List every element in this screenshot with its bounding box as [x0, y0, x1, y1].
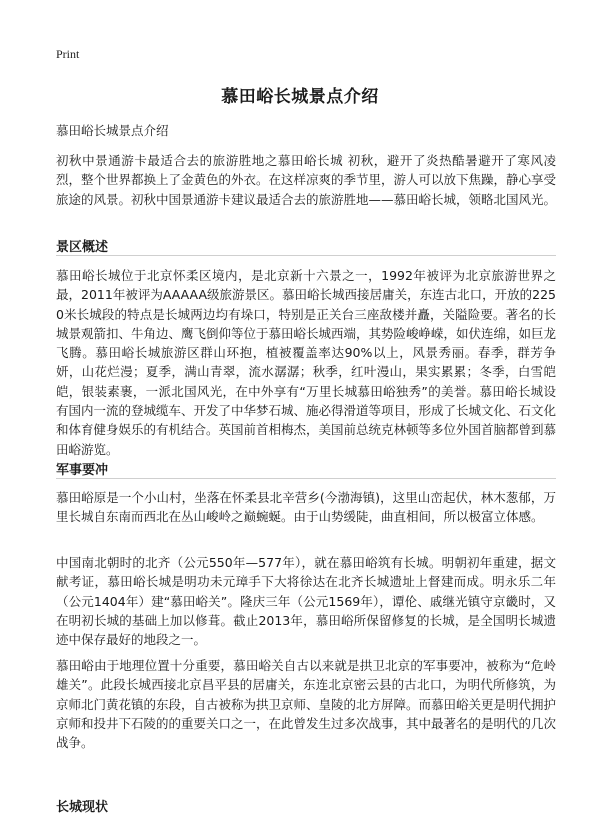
military-paragraph-2: 中国南北朝时的北齐（公元550年—577年），就在慕田峪筑有长城。明朝初年重建，据文献考证，慕田峪长城是明功未元璋手下大将徐达在北齐长城遗址上督建而成。明永乐二年（公元1404年）建“慕田峪关”。隆庆三年（公元1569年），谭伦、戚继光镇守京畿时，又在明初长城的基础上加以修葺。截止2013年，慕田峪所保留修复的长城，是全国明长城遗迹中保存最好的地段之一。 [56, 555, 556, 648]
overview-paragraph: 慕田峪长城位于北京怀柔区境内，是北京新十六景之一，1992年被评为北京旅游世界之最，2011年被评为AAAAA级旅游景区。慕田峪长城西接居庸关，东连古北口，开放的2250米长城段的特点是长城两边均有垛口，特别是正关台三座敌楼并矗，关隘险要。著名的长城景观箭扣、牛角边、鹰飞倒仰等位于慕田峪长城西端，其势险峻峥嵘，如伏连绵，如巨龙飞腾。慕田峪长城旅游区群山环抱，植被覆盖率达90%以上，风景秀丽。春季，群芳争妍，山花烂漫；夏季，满山青翠，流水潺潺；秋季，红叶漫山，果实累累；冬季，白雪皑皑，银装素裹，一派北国风光，在中外享有“万里长城慕田峪独秀”的美誉。慕田峪长城设有国内一流的登城缆车、开发了中华梦石城、施必得滑道等项目，形成了长城文化、石文化和体育健身娱乐的有机结合。英国前首相梅杰，美国前总统克林顿等多位外国首脑都曾到慕田峪游览。 [56, 268, 557, 457]
military-paragraph-1: 慕田峪原是一个小山村，坐落在怀柔县北辛营乡(今渤海镇)，这里山峦起伏，林木葱郁，万里长城自东南而西北在丛山峻岭之巅蜿蜒。由于山势缓陡，曲直相间，所以极富立体感。 [56, 490, 556, 525]
section-heading-military: 军事要冲 [56, 463, 109, 478]
document-subtitle: 慕田峪长城景点介绍 [56, 123, 169, 138]
section-divider [56, 255, 556, 256]
section-heading-overview: 景区概述 [56, 240, 109, 255]
print-link[interactable]: Print [56, 47, 80, 61]
document-title: 慕田峪长城景点介绍 [221, 87, 379, 107]
military-paragraph-3: 慕田峪由于地理位置十分重要，慕田峪关自古以来就是拱卫北京的军事要冲，被称为“危岭雄关”。此段长城西接北京昌平县的居庸关，东连北京密云县的古北口，为明代所修筑，为京师北门黄花镇的东段，自古被称为拱卫京师、皇陵的北方屏障。而慕田峪关更是明代拥护京师和投井下石陵的的重要关口之一，在此曾发生过多次战事，其中最著名的是明代的几次战争。 [56, 658, 557, 751]
intro-paragraph: 初秋中景通游卡最适合去的旅游胜地之慕田峪长城 初秋，避开了炎热酷暑避开了寒风凌烈，整个世界都换上了金黄色的外衣。在这样凉爽的季节里，游人可以放下焦躁，静心享受旅途的风景。初秋中国景通游卡建议最适合去的旅游胜地——慕田峪长城，领略北国风光。 [56, 153, 557, 207]
section-divider [56, 478, 556, 479]
section-heading-status: 长城现状 [56, 800, 109, 815]
